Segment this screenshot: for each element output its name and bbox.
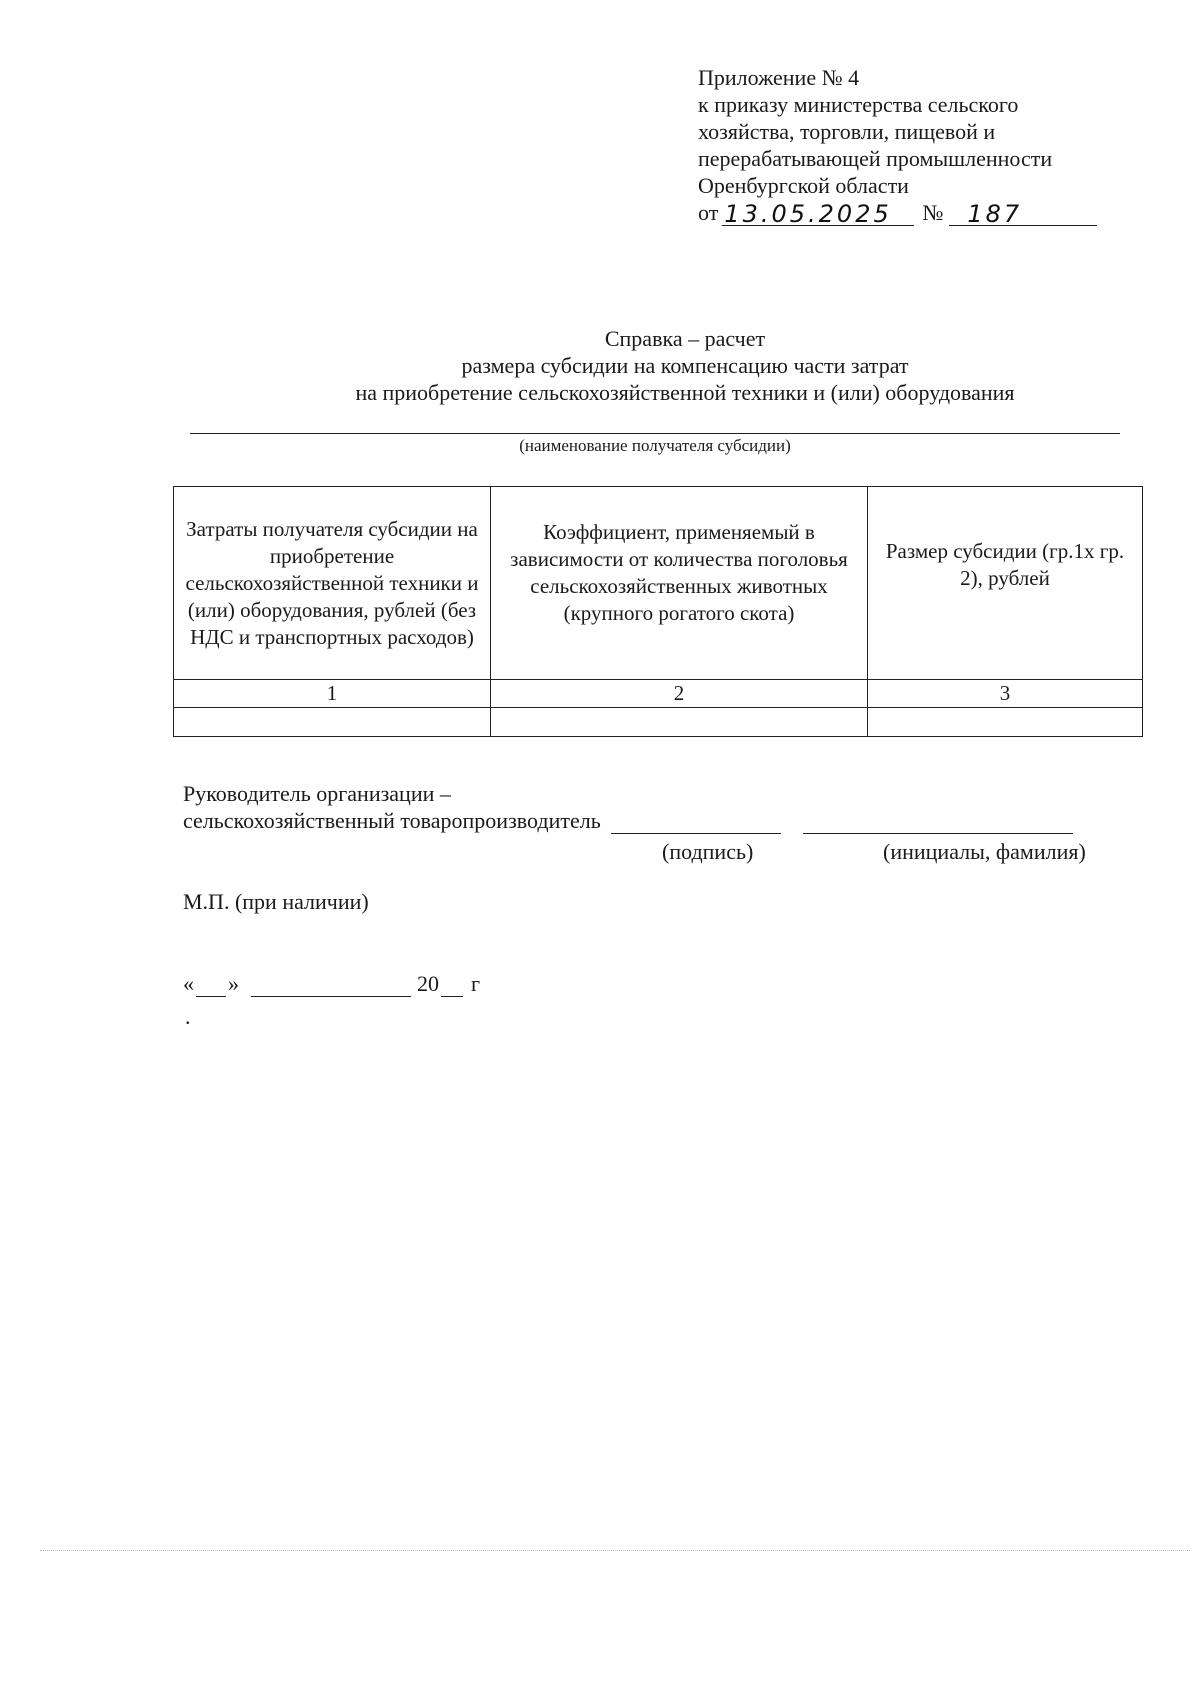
order-number-label: № [922,200,944,225]
calculation-table [173,486,1143,737]
date-year-suffix: г [471,971,481,996]
column-number-1: 1 [174,680,491,708]
data-cell-costs [174,708,491,737]
date-year-field [441,974,463,997]
header-coefficient-text: Коэффициент, применяемый в зависимости от количества поголовья сельскохозяйственных животных (крупного рогатого скота) [510,520,848,625]
signature-block [183,780,1143,864]
signature-caption: (подпись) [662,839,754,864]
table-header-row [174,487,1143,680]
data-cell-coefficient [491,708,868,737]
date-year-prefix: 20 [417,971,439,996]
column-number-row [174,680,1143,708]
initials-surname-caption: (инициалы, фамилия) [883,839,1086,864]
signature-captions [183,834,1143,864]
header-subsidy-text: Размер субсидии (гр.1х гр. 2), рублей [885,539,1125,590]
column-number-3: 3 [868,680,1143,708]
appendix-number: Приложение № 4 [698,65,860,90]
title-line-2: размера субсидии на компенсацию части затрат [461,353,909,378]
appendix-order-line-4: Оренбургской области [698,173,909,198]
order-date-field [722,199,914,226]
date-month-field [251,974,411,997]
initials-surname-field [803,811,1073,834]
recipient-caption: (наименование получателя субсидии) [519,436,791,455]
signature-role-line-2: сельскохозяйственный товаропроизводитель [183,808,601,833]
signature-row [183,807,1143,834]
appendix-order-line-3: перерабатывающей промышленности [698,146,1053,171]
column-number-2: 2 [491,680,868,708]
order-date-prefix: от [698,200,719,225]
date-day-field [196,974,226,997]
data-cell-subsidy [868,708,1143,737]
order-date-number-row [698,199,1098,226]
scan-artifact-line [40,1550,1190,1551]
recipient-name-line [190,433,1120,434]
appendix-reference [698,64,1098,226]
signature-role-line-1: Руководитель организации – [183,781,451,806]
appendix-order-line-2: хозяйства, торговли, пищевой и [698,119,996,144]
date-close-quote: » [228,971,239,996]
appendix-order-line-1: к приказу министерства сельского [698,92,1019,117]
table-row [174,708,1143,737]
title-line-3: на приобретение сельскохозяйственной техники и (или) оборудования [355,380,1015,405]
document-title [290,325,1080,406]
signing-date-line [183,970,480,997]
header-cell-subsidy [868,487,1143,680]
signature-field [611,811,781,834]
header-cell-coefficient [491,487,868,680]
header-costs-text: Затраты получателя субсидии на приобретение сельскохозяйственной техники и (или) оборудования, рублей (без НДС и транспортных расходов) [185,516,479,649]
order-date-handwritten: 13.05.2025 [724,200,892,228]
order-number-field [949,199,1097,226]
title-line-1: Справка – расчет [604,326,766,351]
seal-placeholder: М.П. (при наличии) [183,889,369,914]
header-cell-costs [174,487,491,680]
date-open-quote: « [183,971,194,996]
order-number-handwritten: 187 [967,200,1023,228]
trailing-dot: . [185,1004,191,1029]
